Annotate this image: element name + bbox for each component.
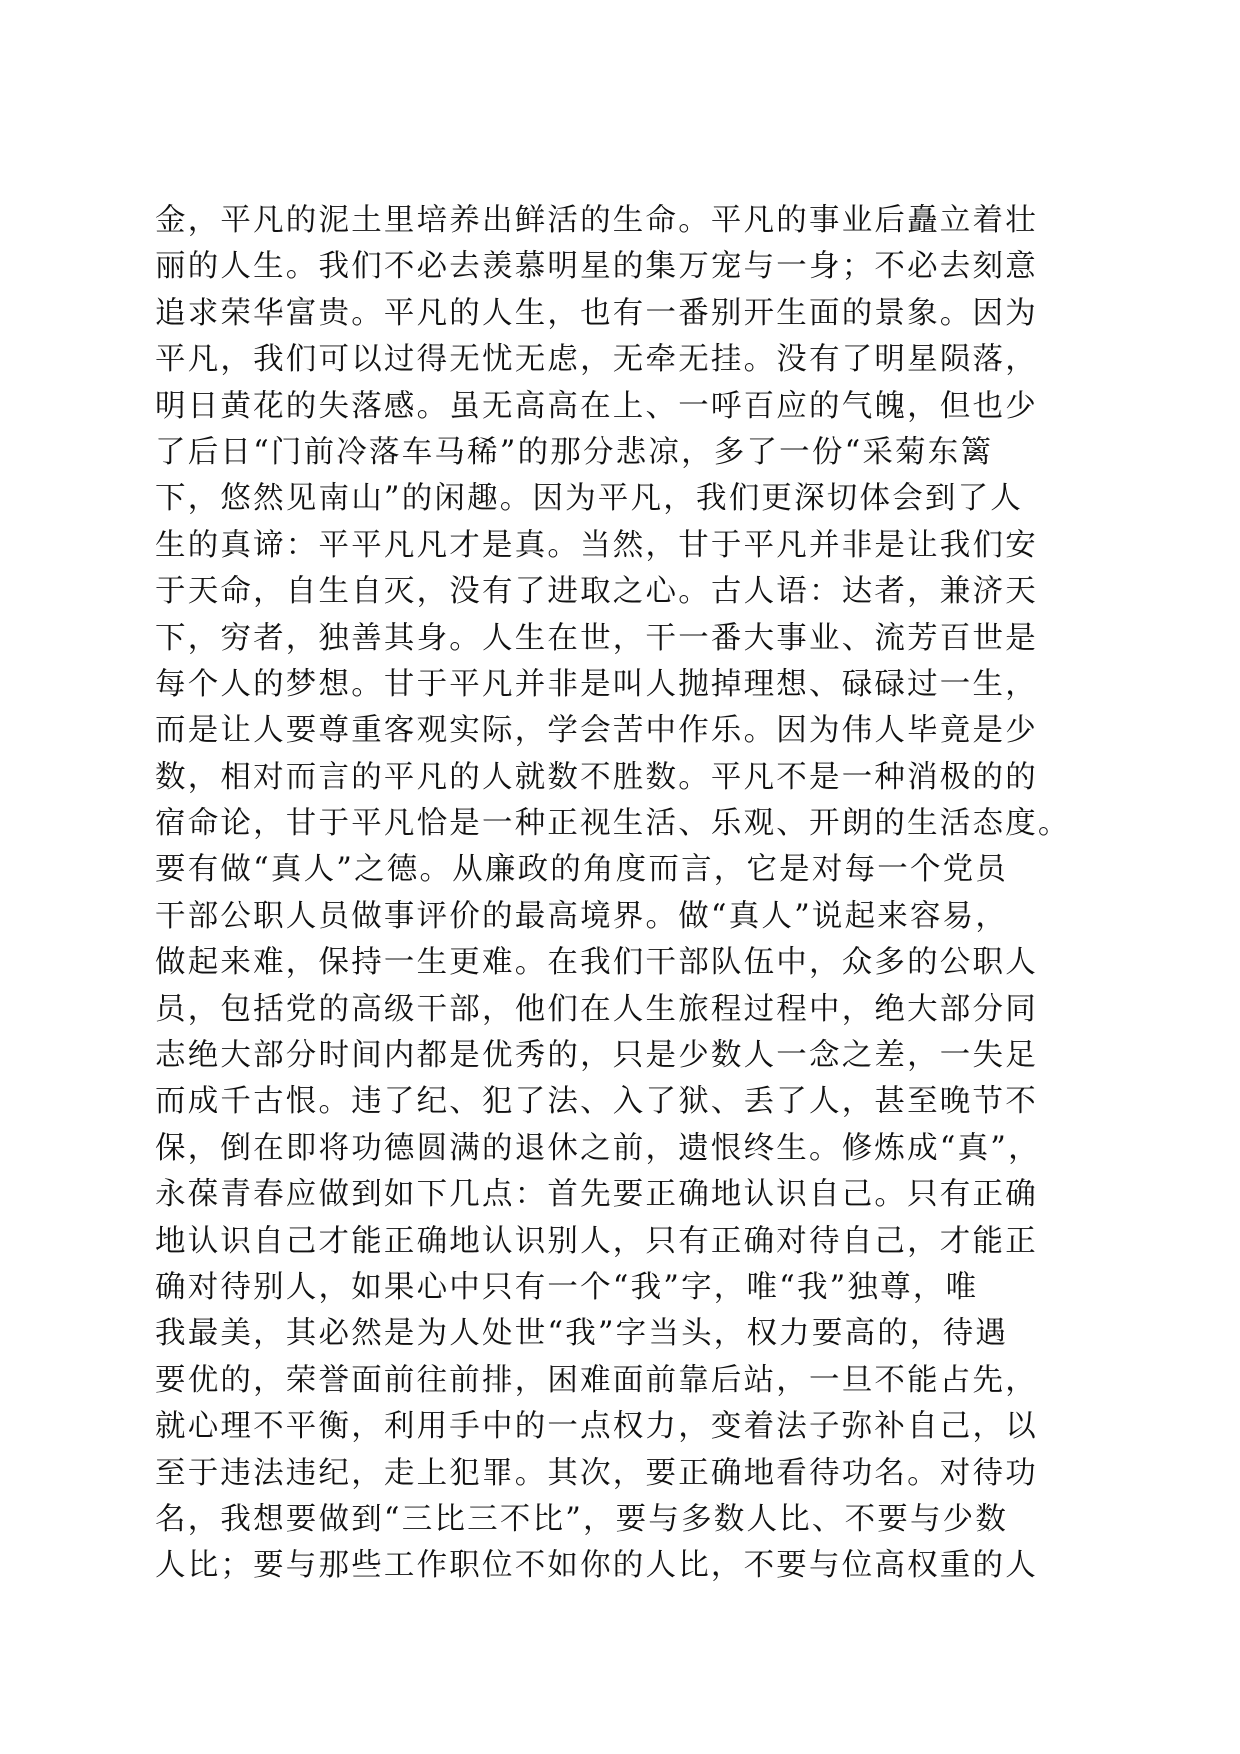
text-line: 员，包括党的高级干部，他们在人生旅程过程中，绝大部分同	[155, 991, 1038, 1027]
text-line: 就心理不平衡，利用手中的一点权力，变着法子弥补自己，以	[155, 1409, 1038, 1445]
text-line: 我最美，其必然是为人处世“我”字当头，权力要高的，待遇	[155, 1316, 1009, 1352]
text-line: 人比；要与那些工作职位不如你的人比，不要与位高权重的人	[155, 1548, 1038, 1584]
text-line: 永葆青春应做到如下几点：首先要正确地认识自己。只有正确	[155, 1177, 1038, 1213]
text-line: 下，悠然见南山”的闲趣。因为平凡，我们更深切体会到了人	[155, 481, 1023, 517]
text-line: 金，平凡的泥土里培养出鲜活的生命。平凡的事业后矗立着壮	[155, 203, 1038, 238]
text-line: 于天命，自生自灭，没有了进取之心。古人语：达者，兼济天	[155, 574, 1038, 610]
text-line: 丽的人生。我们不必去羡慕明星的集万宠与一身；不必去刻意	[155, 249, 1038, 285]
text-line: 明日黄花的失落感。虽无高高在上、一呼百应的气魄，但也少	[155, 388, 1038, 424]
text-line: 做起来难，保持一生更难。在我们干部队伍中，众多的公职人	[155, 945, 1038, 981]
text-line: 了后日“门前冷落车马稀”的那分悲凉，多了一份“采菊东篱	[155, 434, 994, 470]
text-line: 每个人的梦想。甘于平凡并非是叫人抛掉理想、碌碌过一生，	[155, 666, 1038, 702]
text-line: 而是让人要尊重客观实际，学会苦中作乐。因为伟人毕竟是少	[155, 713, 1038, 749]
text-line: 追求荣华富贵。平凡的人生，也有一番别开生面的景象。因为	[155, 295, 1038, 331]
text-line: 名，我想要做到“三比三不比”，要与多数人比、不要与少数	[155, 1501, 1009, 1537]
text-line: 确对待别人，如果心中只有一个“我”字，唯“我”独尊，唯	[155, 1269, 979, 1305]
text-line: 生的真谛：平平凡凡才是真。当然，甘于平凡并非是让我们安	[155, 527, 1038, 563]
text-line: 干部公职人员做事评价的最高境界。做“真人”说起来容易，	[155, 898, 1009, 934]
text-line: 宿命论，甘于平凡恰是一种正视生活、乐观、开朗的生活态度。	[155, 806, 1071, 842]
text-line: 至于违法违纪，走上犯罪。其次，要正确地看待功名。对待功	[155, 1455, 1038, 1491]
text-line: 要有做“真人”之德。从廉政的角度而言，它是对每一个党员	[155, 852, 1009, 888]
text-line: 志绝大部分时间内都是优秀的，只是少数人一念之差，一失足	[155, 1038, 1038, 1074]
text-line: 要优的，荣誉面前往前排，困难面前靠后站，一旦不能占先，	[155, 1362, 1038, 1398]
text-line: 地认识自己才能正确地认识别人，只有正确对待自己，才能正	[155, 1223, 1038, 1259]
text-line: 平凡，我们可以过得无忧无虑，无牵无挂。没有了明星陨落，	[155, 342, 1038, 378]
text-line: 保，倒在即将功德圆满的退休之前，遗恨终生。修炼成“真”，	[155, 1130, 1041, 1166]
text-line: 下，穷者，独善其身。人生在世，干一番大事业、流芳百世是	[155, 620, 1038, 656]
text-line: 而成千古恨。违了纪、犯了法、入了狱、丢了人，甚至晚节不	[155, 1084, 1038, 1120]
body-text	[155, 198, 1095, 1590]
text-line: 数，相对而言的平凡的人就数不胜数。平凡不是一种消极的的	[155, 759, 1038, 795]
